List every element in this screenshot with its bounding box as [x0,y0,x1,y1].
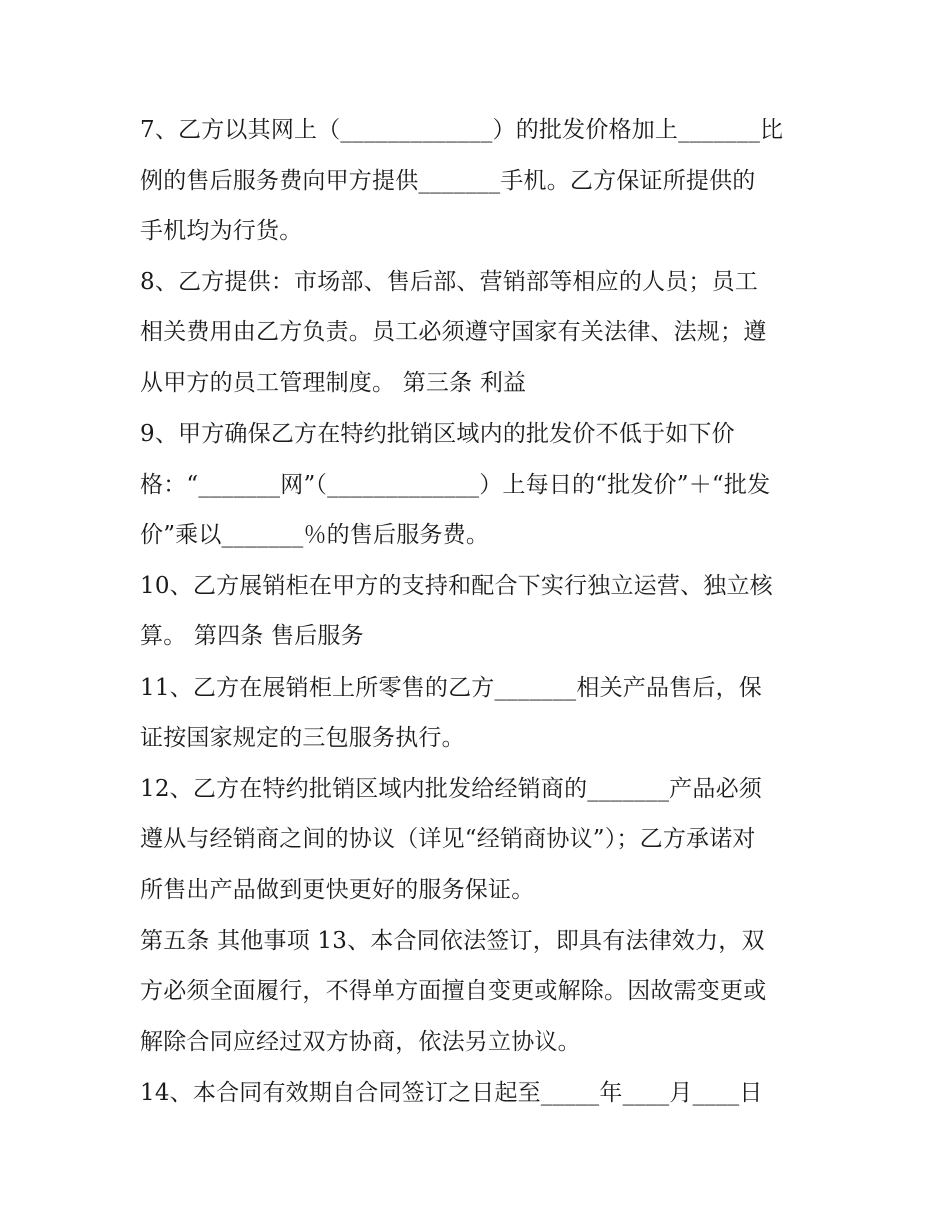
text-line: 方必须全面履行，不得单方面擅自变更或解除。因故需变更或 [140,978,767,1004]
text-line: 7、乙方以其网上（_____________）的批发价格加上_______比 [140,117,784,143]
text-line: 证按国家规定的三包服务执行。 [140,725,465,751]
text-line: 相关费用由乙方负责。员工必须遵守国家有关法律、法规；遵 [140,319,767,345]
text-line: 8、乙方提供：市场部、售后部、营销部等相应的人员；员工 [140,269,759,295]
text-line: 例的售后服务费向甲方提供_______手机。乙方保证所提供的 [140,168,756,194]
text-line: 10、乙方展销柜在甲方的支持和配合下实行独立运营、独立核 [140,573,773,599]
text-line: 遵从与经销商之间的协议（详见“经销商协议”）；乙方承诺对 [140,826,756,852]
text-line: 手机均为行货。 [140,218,303,244]
text-line: 所售出产品做到更快更好的服务保证。 [140,877,535,903]
text-line: 14、本合同有效期自合同签订之日起至_____年____月____日 [140,1080,763,1106]
text-line: 第五条 其他事项 13、本合同依法签订，即具有法律效力，双 [140,928,765,954]
text-line: 价”乘以_______％的售后服务费。 [140,522,490,548]
text-line: 格：“_______网”（_____________）上每日的“批发价”＋“批发 [140,472,771,498]
text-line: 12、乙方在特约批销区域内批发给经销商的_______产品必须 [140,776,762,802]
text-line: 9、甲方确保乙方在特约批销区域内的批发价不低于如下价 [140,421,735,447]
text-line: 11、乙方在展销柜上所零售的乙方_______相关产品售后，保 [140,675,762,701]
text-line: 解除合同应经过双方协商，依法另立协议。 [140,1029,581,1055]
text-line: 算。 第四条 售后服务 [140,623,364,649]
text-line: 从甲方的员工管理制度。 第三条 利益 [140,370,527,396]
